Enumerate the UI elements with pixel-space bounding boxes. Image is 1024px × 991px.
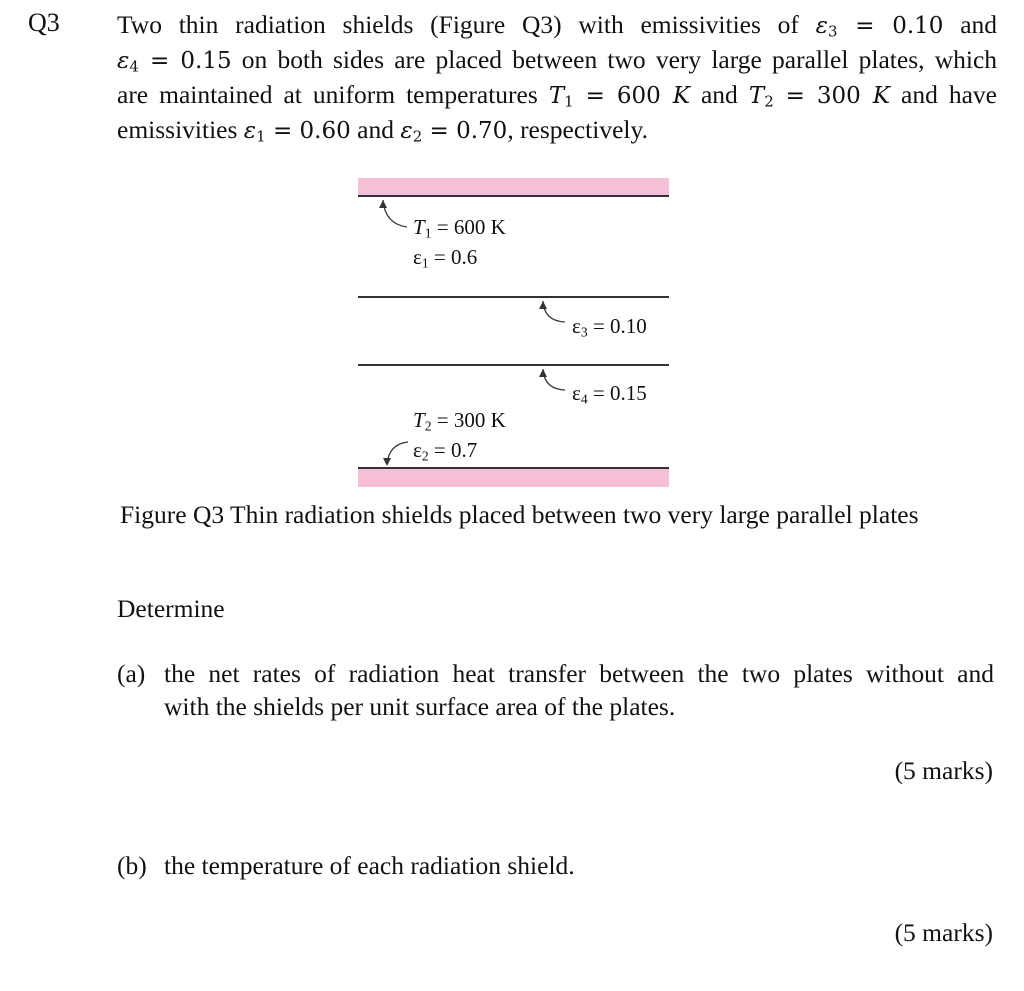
e1-label: $\varepsilon_1 = 0.6$ xyxy=(413,245,478,271)
question-number: Q3 xyxy=(28,8,60,37)
shield-4-line xyxy=(358,364,669,366)
radiation-shield-figure xyxy=(355,176,671,491)
shield-3-line xyxy=(358,296,669,298)
part-a-line-2: with the shields per unit surface area of the plates. xyxy=(164,692,676,721)
part-a-marks: (5 marks) xyxy=(894,756,993,785)
eps3-expression: $\varepsilon_3 = 0.10$ xyxy=(815,13,944,41)
e4-label: $\varepsilon_4 = 0.15$ xyxy=(572,381,647,407)
e1-expression: $\varepsilon_1 = 0.60$ xyxy=(243,118,351,146)
t1-label: $T_1 = 600$ K xyxy=(413,215,506,241)
eps4-expression: $\varepsilon_4 = 0.15$ xyxy=(117,48,232,76)
figure-caption: Figure Q3 Thin radiation shields placed between two very large parallel plates xyxy=(120,500,919,529)
bottom-plate xyxy=(358,469,669,487)
question-line-3: are maintained at uniform temperatures $T_1 = 600$ K and $T_2 = 300$ K and have xyxy=(117,80,997,111)
part-b-marks: (5 marks) xyxy=(894,918,993,947)
e3-label: $\varepsilon_3 = 0.10$ xyxy=(572,314,647,340)
bottom-plate-leader-arrow xyxy=(381,438,411,468)
part-a-line-1: the net rates of radiation heat transfer between the two plates without and xyxy=(164,659,994,688)
top-plate-surface-line xyxy=(358,195,669,197)
e2-label: $\varepsilon_2 = 0.7$ xyxy=(413,438,478,464)
determine-heading: Determine xyxy=(117,594,225,623)
question-text xyxy=(117,8,997,148)
top-plate xyxy=(358,178,669,196)
shield-3-leader-arrow xyxy=(538,299,568,329)
e2-expression: $\varepsilon_2 = 0.70$ xyxy=(400,118,508,146)
part-a xyxy=(0,657,1024,727)
part-b-line-1: the temperature of each radiation shield. xyxy=(164,851,575,880)
part-b-letter: (b) xyxy=(117,851,147,880)
t2-expression: $T_2 = 300$ K xyxy=(748,83,890,111)
shield-4-leader-arrow xyxy=(538,367,568,397)
part-a-letter: (a) xyxy=(117,659,146,688)
question-line-1: Two thin radiation shields (Figure Q3) with emissivities of $\varepsilon_3 = 0.10$ and xyxy=(117,10,998,41)
t2-label: $T_2 = 300$ K xyxy=(413,408,506,434)
question-line-4: emissivities $\varepsilon_1 = 0.60$ and $\varepsilon_2 = 0.70$, respectively. xyxy=(117,115,648,146)
t1-expression: $T_1 = 600$ K xyxy=(548,83,690,111)
top-plate-leader-arrow xyxy=(379,198,409,234)
question-line-2: $\varepsilon_4 = 0.15$ on both sides are placed between two very large parallel plates, which xyxy=(117,45,998,76)
part-b xyxy=(0,849,1024,885)
